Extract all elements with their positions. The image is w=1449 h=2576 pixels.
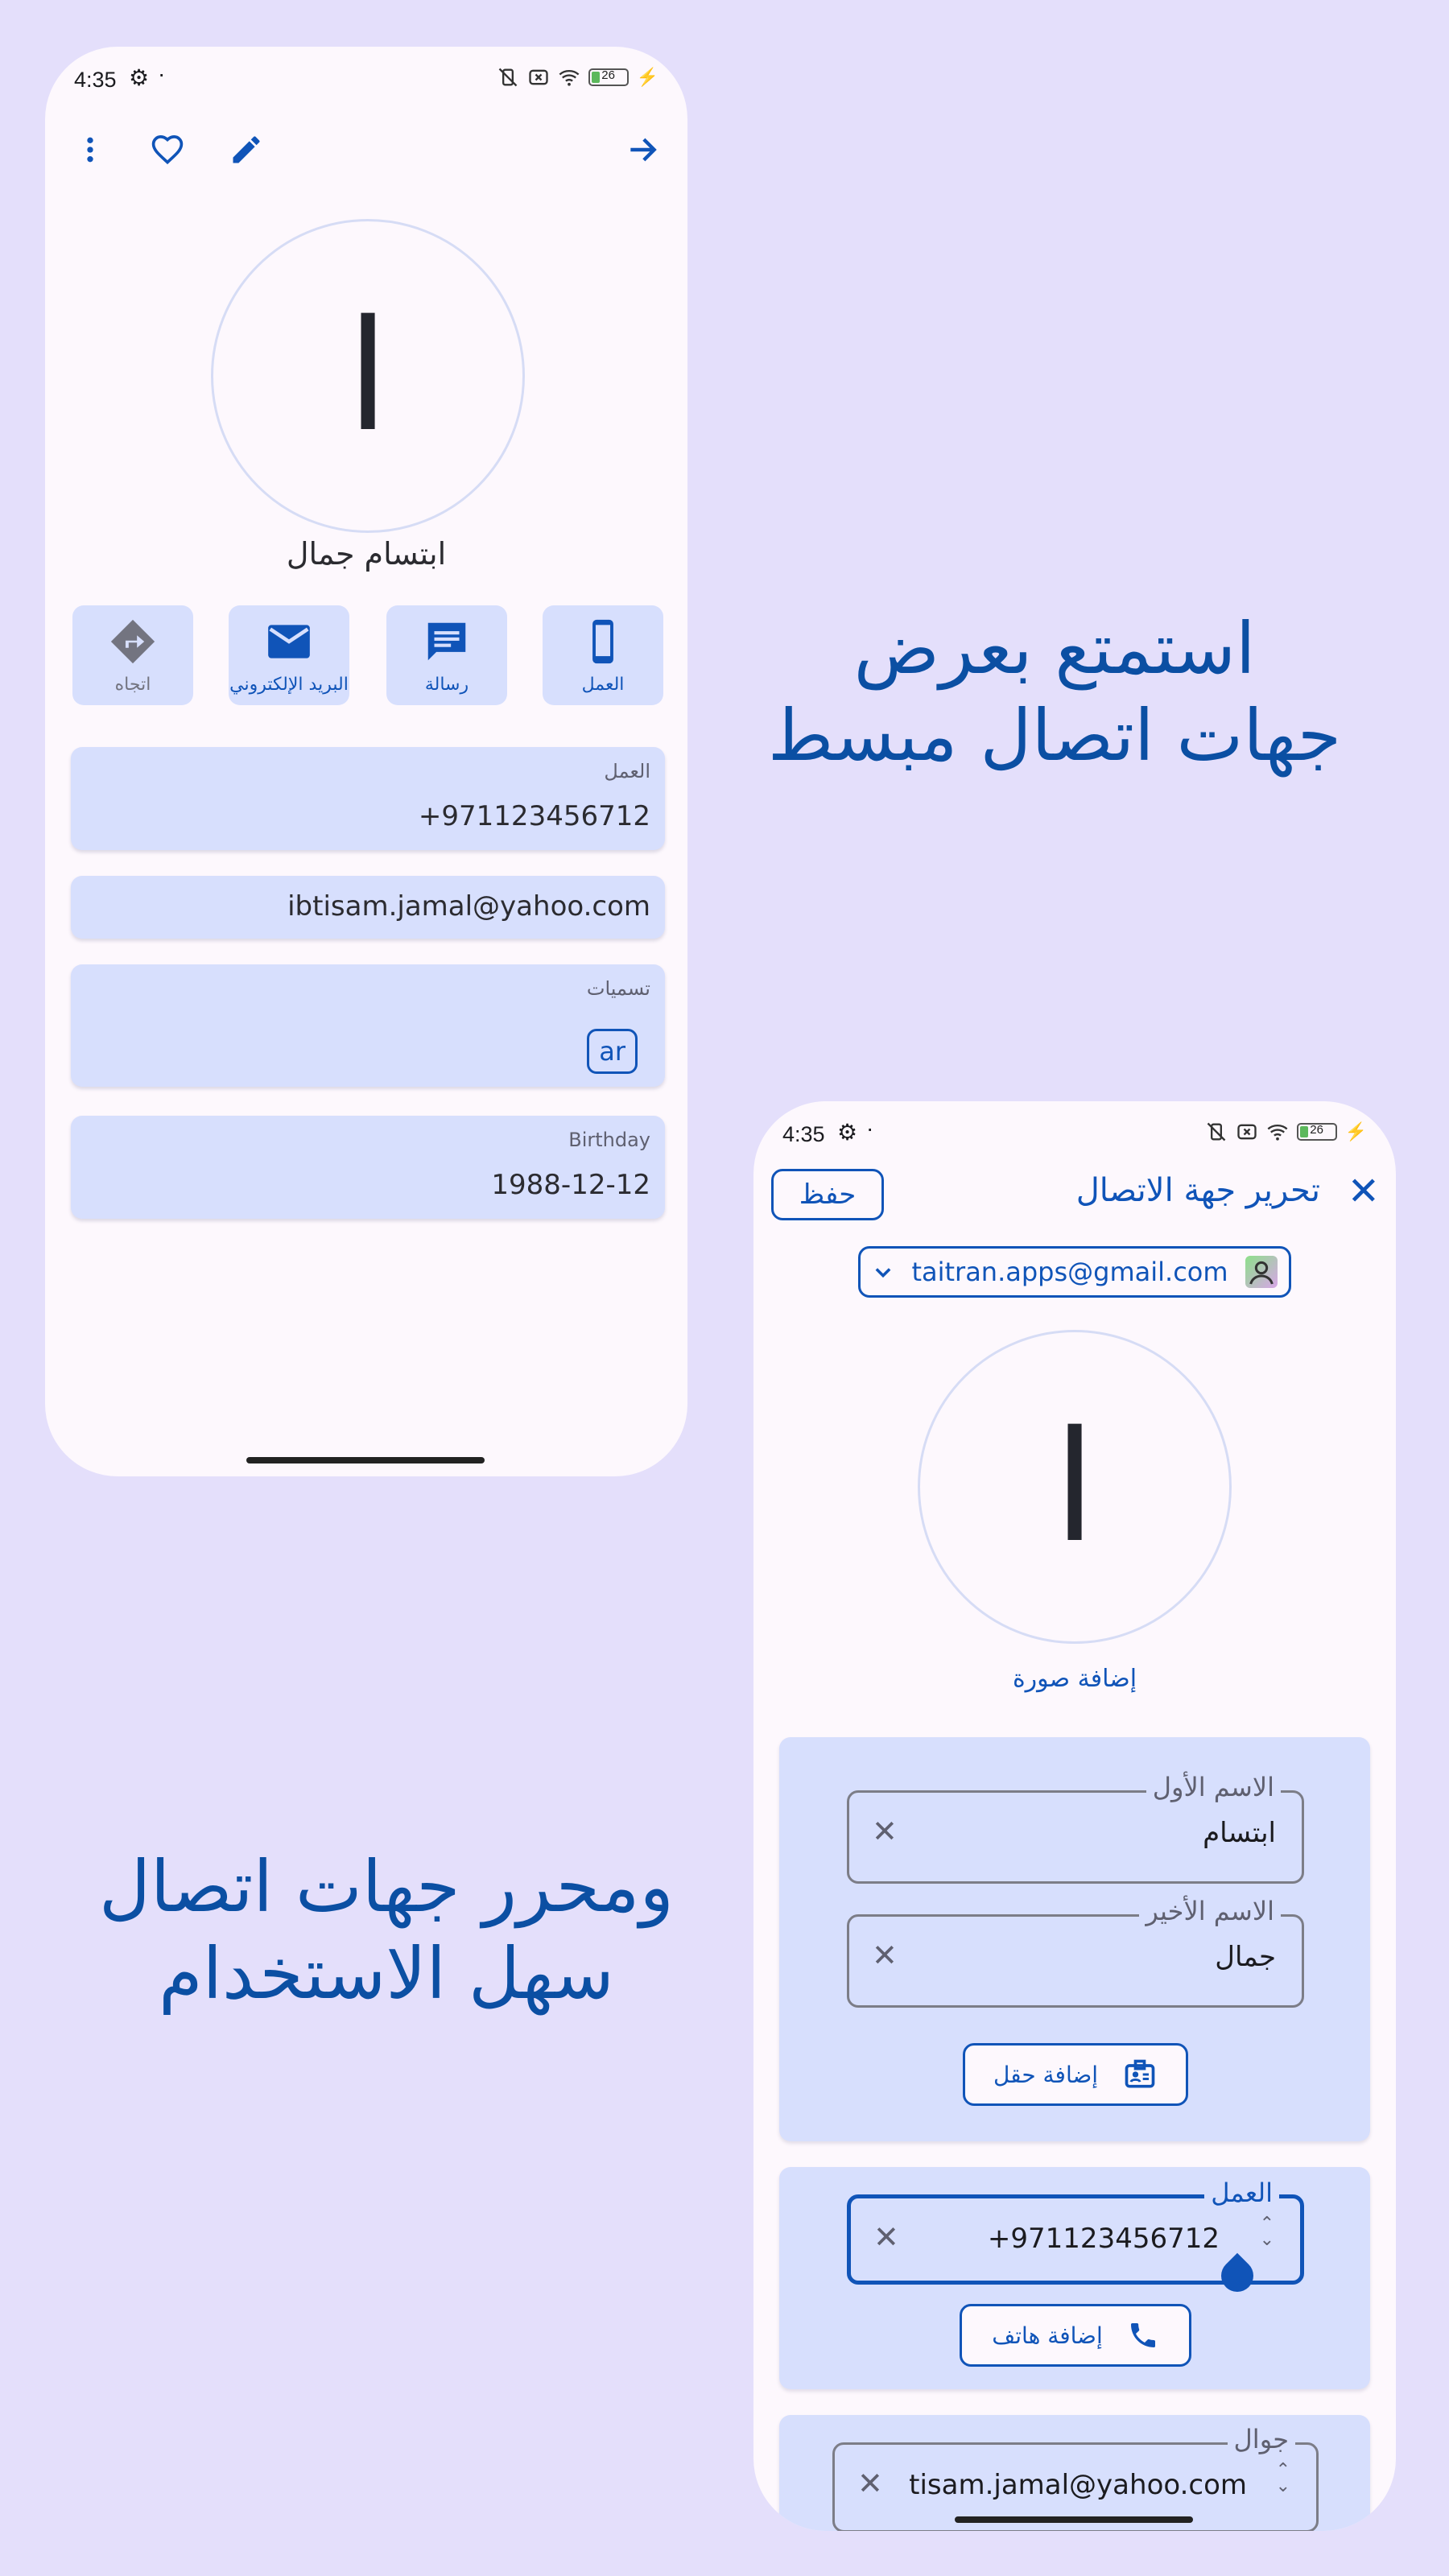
settings-status-icon: ⚙ (129, 65, 150, 90)
text-cursor-handle[interactable] (1215, 2253, 1261, 2299)
first-name-value: ابتسام (1203, 1817, 1276, 1849)
labels-card-label: تسميات (586, 977, 650, 1000)
edit-pencil-icon[interactable] (222, 126, 270, 174)
save-button[interactable]: حفظ (771, 1169, 884, 1220)
status-bar (753, 1101, 1396, 1170)
phone-card-label: العمل (604, 760, 650, 782)
birthday-card-value: 1988-12-12 (491, 1169, 650, 1201)
email-card-value: ibtisam.jamal@yahoo.com (287, 890, 650, 923)
directions-icon (108, 617, 158, 667)
charging-icon: ⚡ (636, 67, 658, 87)
contact-edit-screen (753, 1101, 1396, 2531)
last-name-label: الاسم الأخير (1139, 1896, 1281, 1926)
action-label: اتجاه (114, 674, 151, 695)
contact-name: ابتسام جمال (286, 536, 447, 572)
no-sim-icon (1236, 1121, 1258, 1143)
headline-line: جهات اتصال مبسط (767, 694, 1342, 777)
add-field-label: إضافة حقل (993, 2061, 1099, 2088)
message-icon (422, 617, 472, 667)
chevron-down-icon (872, 1261, 894, 1283)
mobile-section (779, 2415, 1370, 2531)
headline-line: ومحرر جهات اتصال (98, 1845, 675, 1928)
vibrate-off-icon (497, 66, 519, 89)
email-card[interactable] (71, 876, 665, 939)
first-name-label: الاسم الأول (1146, 1772, 1281, 1802)
headline-view (724, 605, 1385, 779)
clear-icon[interactable]: ✕ (857, 2466, 883, 2501)
favorite-heart-icon[interactable] (143, 126, 192, 174)
battery-level: 26 (601, 68, 615, 82)
phone-type-label[interactable]: العمل (1204, 2178, 1279, 2208)
avatar-letter: ا (1053, 1397, 1096, 1576)
first-name-field[interactable] (847, 1772, 1304, 1884)
arrow-forward-icon[interactable] (618, 126, 667, 174)
clear-icon[interactable]: ✕ (872, 1938, 898, 1973)
phone-card-value: 971123456712+ (418, 800, 650, 832)
no-sim-icon (527, 66, 550, 89)
mobile-value: tisam.jamal@yahoo.com (909, 2469, 1247, 2501)
labels-card (71, 964, 665, 1087)
edit-avatar[interactable] (918, 1330, 1232, 1644)
charging-icon: ⚡ (1344, 1121, 1367, 1141)
account-email: taitran.apps@gmail.com (911, 1257, 1228, 1287)
name-section (779, 1737, 1370, 2141)
clear-icon[interactable]: ✕ (873, 2219, 899, 2255)
battery-icon (1297, 1123, 1337, 1141)
reorder-handle-icon[interactable]: ⌃ ⌄ (1275, 2460, 1290, 2496)
notification-dot-icon: · (158, 61, 166, 86)
phone-handset-icon (1127, 2319, 1159, 2351)
status-time: 4:35 (74, 68, 117, 92)
phone-card[interactable] (71, 747, 665, 850)
action-label: العمل (581, 674, 625, 695)
contact-card-icon (1122, 2057, 1158, 2092)
home-indicator[interactable] (246, 1457, 485, 1463)
edit-contact-title: تحرير جهة الاتصال (1075, 1172, 1320, 1209)
birthday-card (71, 1116, 665, 1219)
mobile-label: جوال (1228, 2424, 1295, 2454)
action-label: رسالة (424, 674, 469, 695)
status-bar (45, 47, 687, 116)
call-work-button[interactable] (543, 605, 663, 705)
birthday-card-label: Birthday (568, 1129, 650, 1151)
headline-editor (64, 1843, 708, 2017)
vibrate-off-icon (1205, 1121, 1228, 1143)
status-time: 4:35 (782, 1122, 825, 1146)
phone-field[interactable] (847, 2178, 1304, 2285)
headline-line: سهل الاستخدام (159, 1932, 614, 2015)
battery-level: 26 (1310, 1123, 1323, 1137)
add-field-button[interactable] (963, 2043, 1188, 2106)
last-name-field[interactable] (847, 1896, 1304, 2008)
action-label: البريد الإلكتروني (229, 674, 349, 695)
reorder-handle-icon[interactable]: ⌃ ⌄ (1259, 2214, 1274, 2250)
phone-section (779, 2167, 1370, 2389)
wifi-icon (558, 66, 580, 89)
add-photo-link[interactable]: إضافة صورة (1012, 1665, 1137, 1693)
wifi-icon (1266, 1121, 1289, 1143)
account-selector[interactable] (858, 1246, 1291, 1298)
home-indicator[interactable] (955, 2516, 1193, 2523)
battery-icon (588, 68, 629, 86)
contact-view-screen (45, 47, 687, 1476)
contact-avatar (211, 219, 525, 533)
add-phone-button[interactable] (960, 2304, 1191, 2367)
add-phone-label: إضافة هاتف (992, 2322, 1103, 2349)
phone-value: 971123456712+ (987, 2223, 1220, 2255)
settings-status-icon: ⚙ (837, 1120, 858, 1145)
close-icon[interactable]: ✕ (1347, 1169, 1380, 1214)
email-button[interactable] (229, 605, 349, 705)
more-vert-icon[interactable] (66, 126, 114, 174)
email-icon (264, 617, 314, 667)
clear-icon[interactable]: ✕ (872, 1814, 898, 1849)
label-chip[interactable]: ar (587, 1029, 638, 1074)
directions-button[interactable] (72, 605, 193, 705)
account-avatar-icon (1245, 1256, 1278, 1288)
phone-icon (578, 617, 628, 667)
notification-dot-icon: · (866, 1116, 874, 1141)
last-name-value: جمال (1215, 1941, 1276, 1973)
headline-line: استمتع بعرض (853, 607, 1256, 690)
avatar-letter: ا (346, 287, 390, 465)
message-button[interactable] (386, 605, 507, 705)
